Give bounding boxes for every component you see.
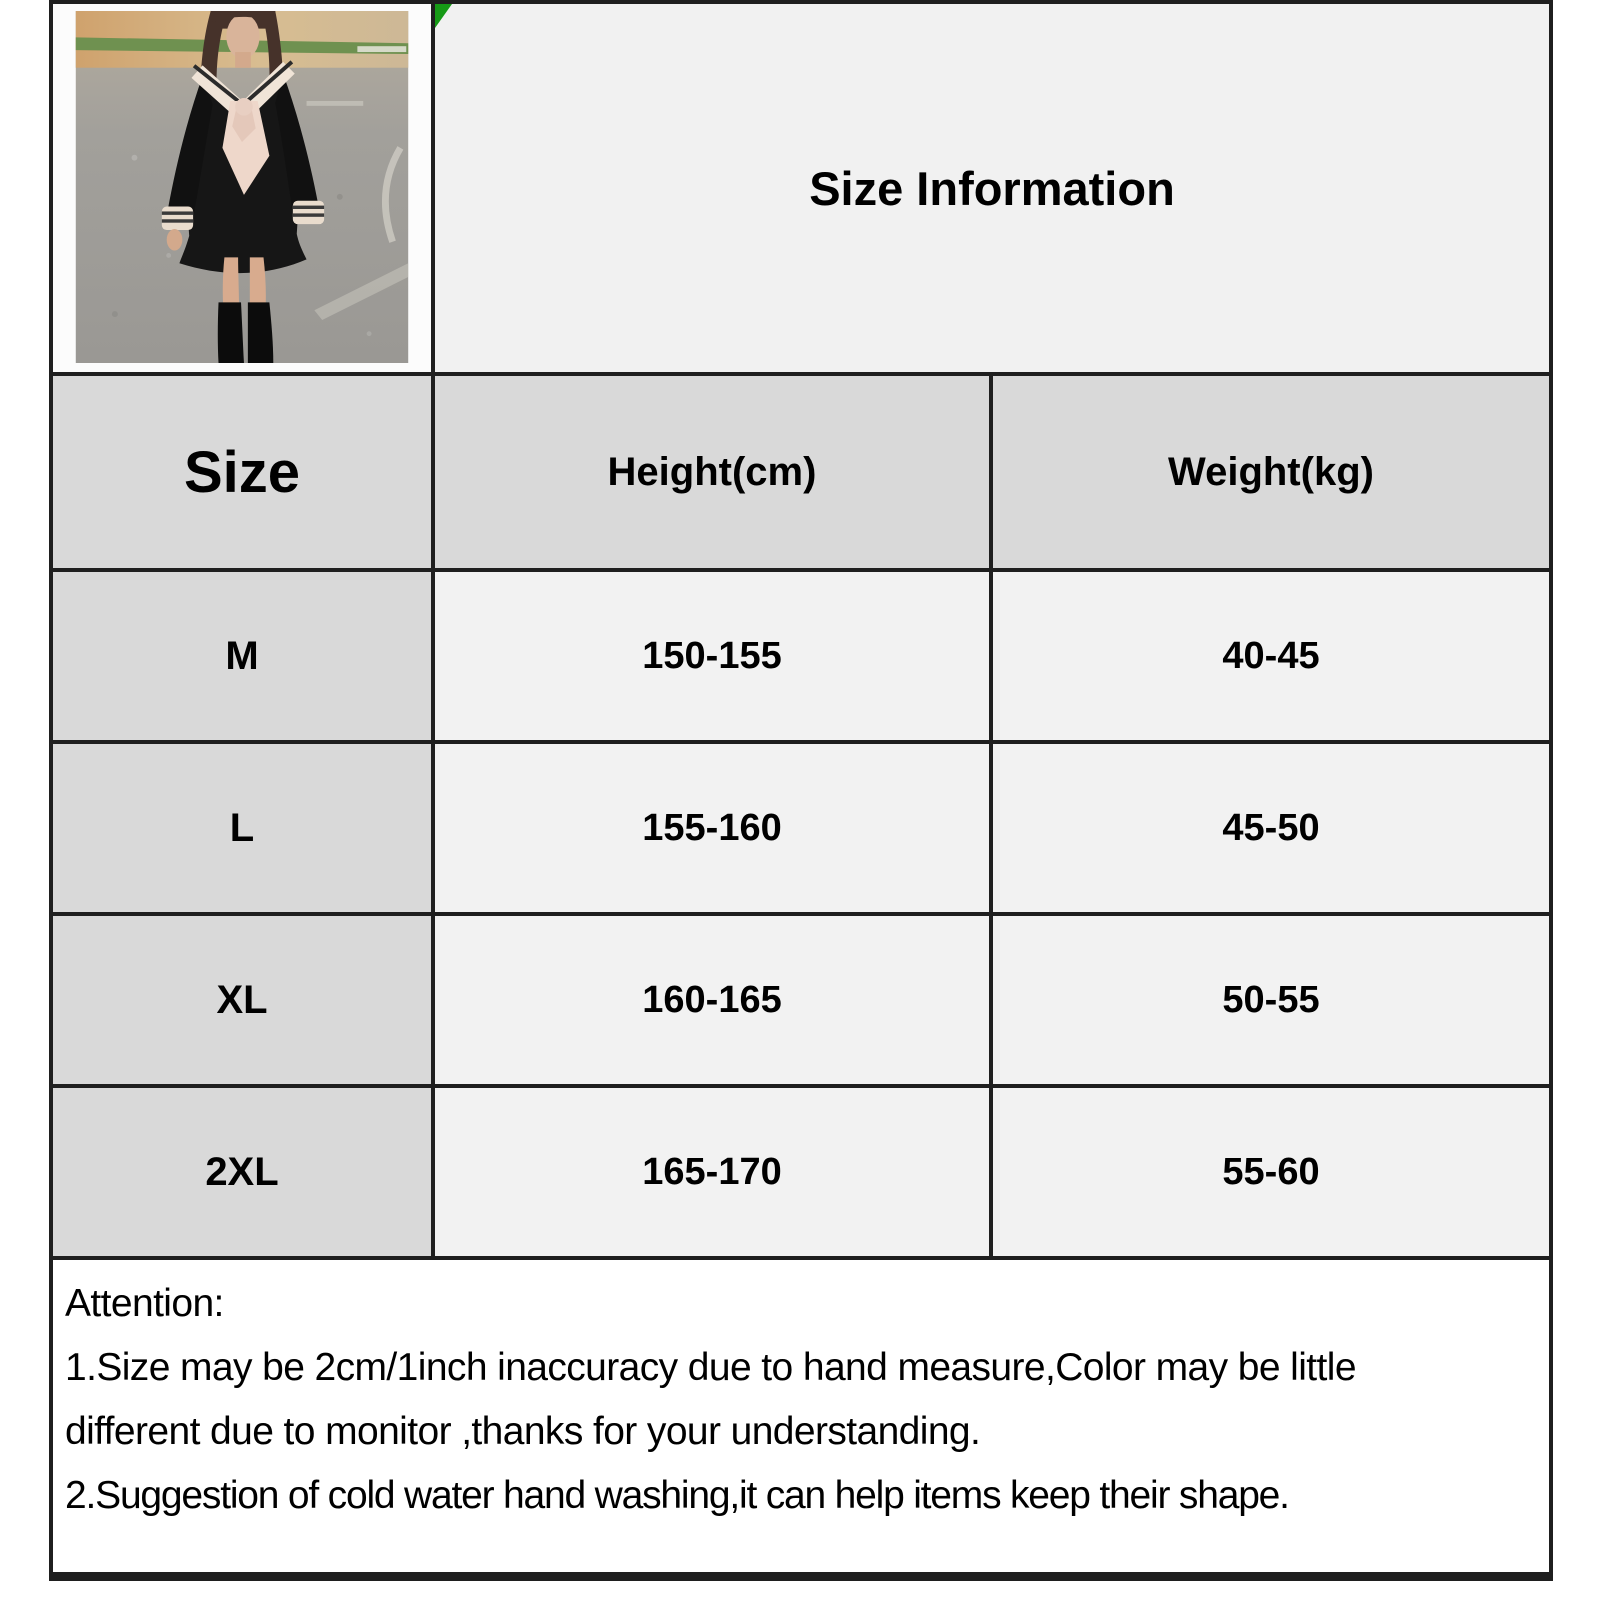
product-photo	[74, 11, 410, 363]
green-corner-marker-icon	[435, 4, 452, 28]
column-header-row	[51, 374, 1551, 570]
attention-note-1b: different due to monitor ,thanks for your understanding.	[65, 1410, 981, 1453]
col-header-height: Height(cm)	[433, 374, 991, 570]
attention-note-1: 1.Size may be 2cm/1inch inaccuracy due to hand measure,Color may be little	[65, 1346, 1356, 1389]
attention-note-2: 2.Suggestion of cold water hand washing,it can help items keep their shape.	[65, 1474, 1289, 1517]
weight-value: 40-45	[991, 570, 1551, 742]
table-row-2xl	[51, 1086, 1551, 1258]
weight-value: 45-50	[991, 742, 1551, 914]
table-row-xl	[51, 914, 1551, 1086]
attention-row	[51, 1258, 1551, 1576]
weight-value: 50-55	[991, 914, 1551, 1086]
height-value: 160-165	[433, 914, 991, 1086]
table-row-l	[51, 742, 1551, 914]
attention-heading: Attention:	[65, 1282, 224, 1325]
title-cell	[433, 2, 1551, 374]
attention-box	[51, 1258, 1551, 1576]
col-header-size: Size	[51, 374, 433, 570]
weight-value: 55-60	[991, 1086, 1551, 1258]
size-label: XL	[51, 914, 433, 1086]
header-row	[51, 2, 1551, 374]
size-label: L	[51, 742, 433, 914]
height-value: 155-160	[433, 742, 991, 914]
table-row-m	[51, 570, 1551, 742]
size-label: 2XL	[51, 1086, 433, 1258]
height-value: 150-155	[433, 570, 991, 742]
height-value: 165-170	[433, 1086, 991, 1258]
col-header-weight: Weight(kg)	[991, 374, 1551, 570]
product-photo-cell	[51, 2, 433, 374]
size-label: M	[51, 570, 433, 742]
page-title: Size Information	[809, 161, 1175, 215]
size-table	[49, 0, 1553, 1581]
